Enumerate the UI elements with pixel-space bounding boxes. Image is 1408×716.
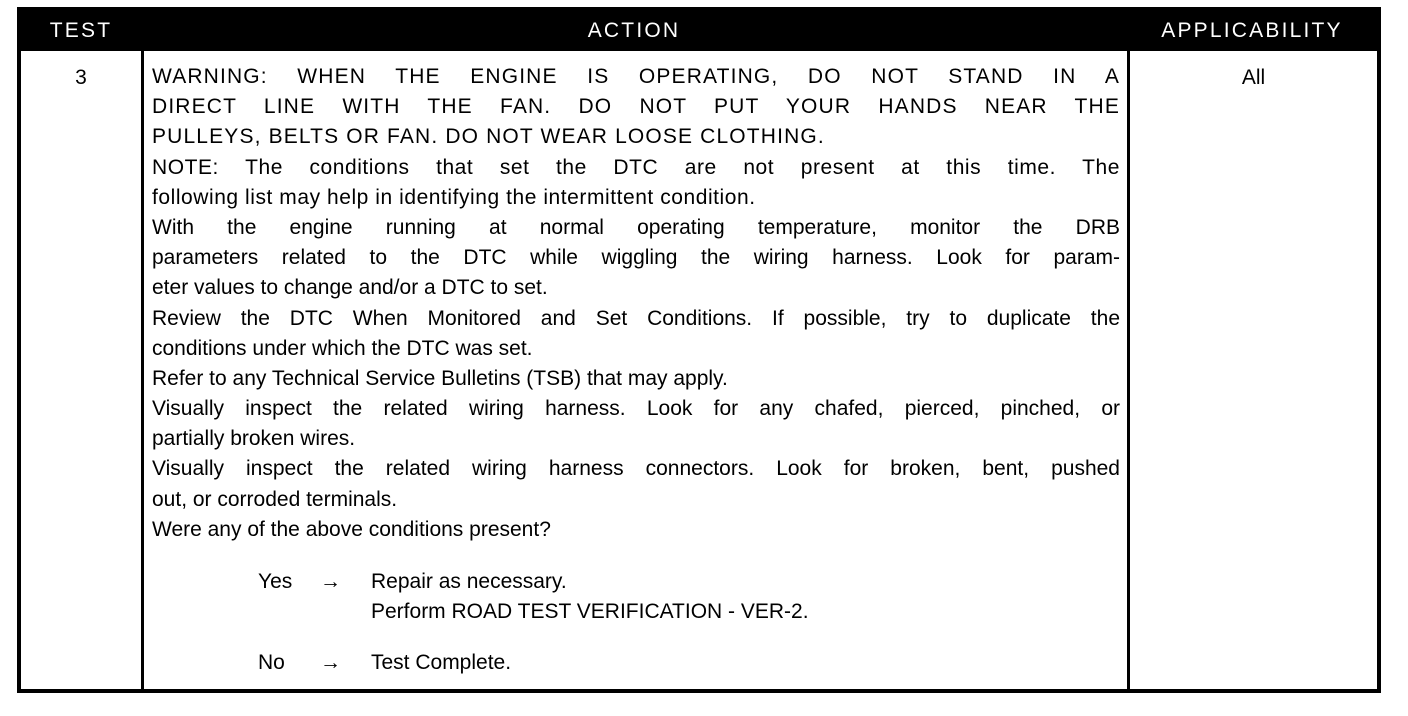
instruction-line: Visually inspect the related wiring harness connectors. Look for broken, bent, pushed: [152, 457, 1120, 481]
instruction-line: conditions under which the DTC was set.: [152, 336, 533, 360]
applicability-value: All: [1241, 66, 1266, 89]
answer-no-action: Test Complete.: [371, 651, 512, 674]
warning-line: PULLEYS, BELTS OR FAN. DO NOT WEAR LOOSE CLOTHING.: [152, 125, 825, 149]
note-line: following list may help in identifying the intermittent condition.: [152, 185, 756, 209]
right-arrow-icon: →: [320, 651, 341, 674]
instruction-line: With the engine running at normal operating temperature, monitor the DRB: [152, 215, 1120, 239]
instruction-line: Refer to any Technical Service Bulletins (TSB) that may apply.: [152, 366, 728, 390]
instruction-line: Visually inspect the related wiring harness. Look for any chafed, pierced, pinched, or: [152, 397, 1120, 421]
column-divider: [1127, 51, 1130, 689]
instruction-line: Review the DTC When Monitored and Set Conditions. If possible, try to duplicate the: [152, 306, 1120, 330]
right-arrow-icon: →: [320, 570, 341, 593]
answer-yes-action: Repair as necessary.: [371, 570, 567, 593]
note-line: NOTE: The conditions that set the DTC are not present at this time. The: [152, 155, 1120, 179]
instruction-line: eter values to change and/or a DTC to set.: [152, 276, 548, 300]
answer-yes-label: Yes: [258, 570, 293, 593]
test-number: 3: [75, 66, 87, 89]
answer-yes-action-2: Perform ROAD TEST VERIFICATION - VER-2.: [371, 600, 809, 623]
instruction-line: partially broken wires.: [152, 427, 356, 451]
header-applicability: APPLICABILITY: [1161, 19, 1343, 42]
instruction-line: out, or corroded terminals.: [152, 487, 398, 511]
header-test: TEST: [49, 19, 113, 42]
diagnostic-test-table: [17, 7, 1381, 693]
column-divider: [141, 51, 144, 689]
table-header: [21, 11, 1377, 51]
warning-line: DIRECT LINE WITH THE FAN. DO NOT PUT YOUR HANDS NEAR THE: [152, 95, 1120, 119]
answer-no-label: No: [258, 651, 285, 674]
question-line: Were any of the above conditions present?: [152, 517, 551, 541]
header-action: ACTION: [587, 19, 681, 42]
action-text: [152, 62, 1120, 545]
warning-line: WARNING: WHEN THE ENGINE IS OPERATING, DO NOT STAND IN A: [152, 65, 1120, 88]
instruction-line: parameters related to the DTC while wiggling the wiring harness. Look for param-: [152, 246, 1120, 270]
